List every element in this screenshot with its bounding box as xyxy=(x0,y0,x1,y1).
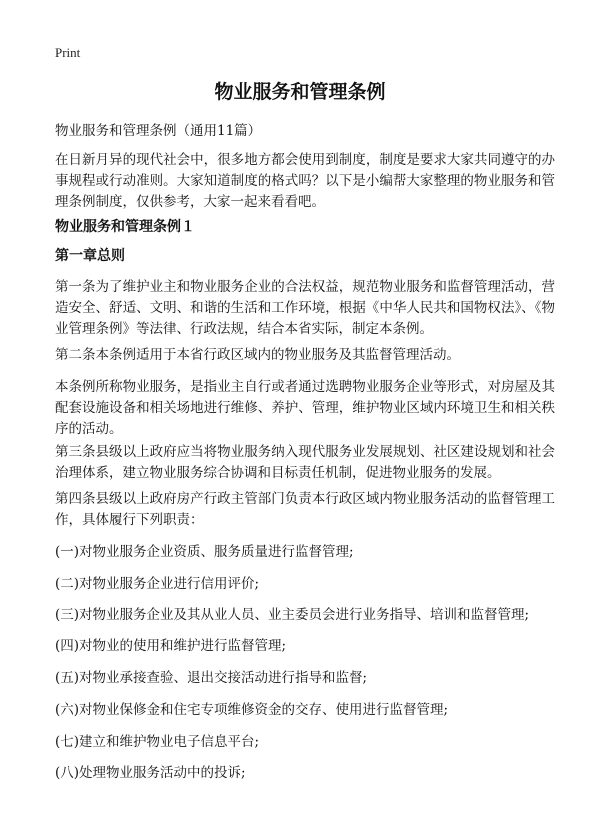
duty-list-item: (六)对物业保修金和住宅专项维修资金的交存、使用进行监督管理; xyxy=(55,702,449,718)
document-subtitle: 物业服务和管理条例（通用11篇） xyxy=(55,123,262,139)
article-paragraph: 第三条县级以上政府应当将物业服务纳入现代服务业发展规划、社区建设规划和社会治理体系，建立物业服务综合协调和目标责任机制，促进物业服务的发展。 xyxy=(55,444,555,481)
duty-list-item: (五)对物业承接查验、退出交接活动进行指导和监督; xyxy=(55,670,368,686)
chapter-heading: 第一章总则 xyxy=(55,248,125,264)
article-paragraph: 第四条县级以上政府房产行政主管部门负责本行政区域内物业服务活动的监督管理工作，具体履行下列职责： xyxy=(55,491,555,528)
print-link[interactable]: Print xyxy=(55,45,81,60)
intro-paragraph: 在日新月异的现代社会中，很多地方都会使用到制度，制度是要求大家共同遵守的办事规程或行动准则。大家知道制度的格式吗？以下是小编帮大家整理的物业服务和管理条例制度，仅供参考，大家一起来看看吧。 xyxy=(55,152,555,210)
duty-list-item: (一)对物业服务企业资质、服务质量进行监督管理; xyxy=(55,544,354,560)
section-heading: 物业服务和管理条例１ xyxy=(55,219,195,235)
duty-list-item: (三)对物业服务企业及其从业人员、业主委员会进行业务指导、培训和监督管理; xyxy=(55,607,530,623)
duty-list-item: (七)建立和维护物业电子信息平台; xyxy=(55,734,260,750)
article-paragraph: 第二条本条例适用于本省行政区域内的物业服务及其监督管理活动。 xyxy=(55,347,460,363)
duty-list-item: (八)处理物业服务活动中的投诉; xyxy=(55,765,246,781)
article-paragraph: 第一条为了维护业主和物业服务企业的合法权益，规范物业服务和监督管理活动，营造安全、舒适、文明、和谐的生活和工作环境，根据《中华人民共和国物权法》、《物业管理条例》等法律、行政法规，结合本省实际，制定本条例。 xyxy=(55,279,555,337)
page-title: 物业服务和管理条例 xyxy=(214,81,386,103)
article-paragraph: 本条例所称物业服务，是指业主自行或者通过选聘物业服务企业等形式，对房屋及其配套设施设备和相关场地进行维修、养护、管理，维护物业区域内环境卫生和相关秩序的活动。 xyxy=(55,379,555,437)
duty-list-item: (二)对物业服务企业进行信用评价; xyxy=(55,576,260,592)
duty-list-item: (四)对物业的使用和维护进行监督管理; xyxy=(55,638,287,654)
